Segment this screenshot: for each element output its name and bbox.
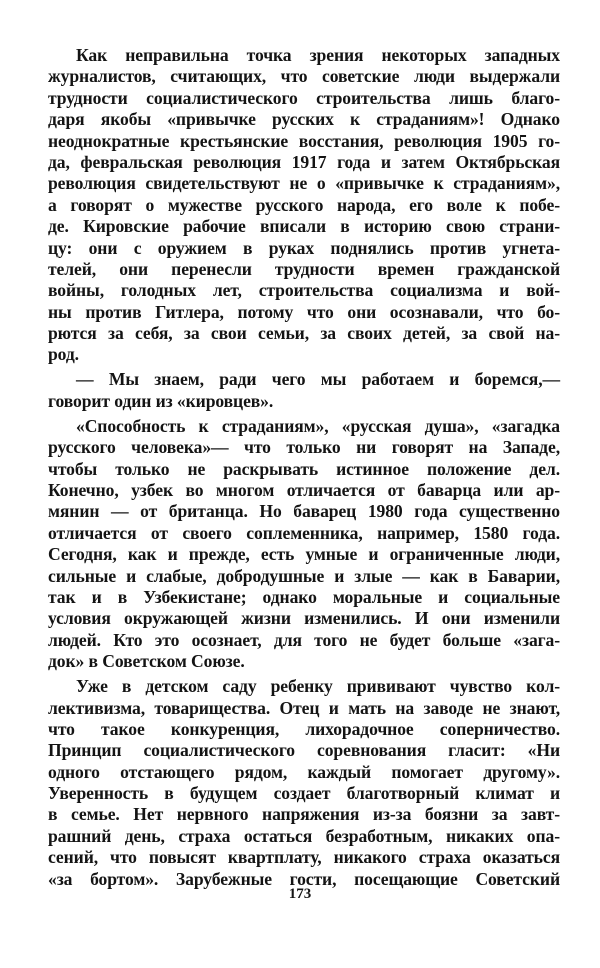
text-line: «за бортом». Зарубежные гости, посещающие Советский: [48, 868, 560, 889]
text-line: чтобы только не раскрывать истинное положение дел.: [48, 458, 560, 479]
text-line: условия окружающей жизни изменились. И они изменили: [48, 608, 560, 629]
text-line: ны против Гитлера, потому что они осознавали, что бо-: [48, 301, 560, 322]
text-line: даря якобы «привычке русских к страданиям»! Однако: [48, 109, 560, 130]
text-line: телей, они перенесли трудности времен гражданской: [48, 258, 560, 279]
text-line: Как неправильна точка зрения некоторых западных: [76, 45, 560, 65]
paragraph: [48, 45, 560, 366]
text-line: род.: [48, 344, 79, 365]
text-line: трудности социалистического строительства лишь благо-: [48, 87, 560, 108]
text-line: что такое конкуренция, лихорадочное соперничество.: [48, 718, 560, 739]
text-line: рашний день, страха остаться безработным, никаких опа-: [48, 825, 560, 846]
text-line: а говорят о мужестве русского народа, его воле к побе-: [48, 194, 560, 215]
text-line: неоднократные крестьянские восстания, революция 1905 го-: [48, 130, 560, 151]
paragraph: [48, 416, 560, 673]
text-line: сений, что повысят квартплату, никакого страха оказаться: [48, 847, 560, 868]
text-line: Принцип социалистического соревнования гласит: «Ни: [48, 740, 560, 761]
text-line: русского человека»— что только ни говорят на Западе,: [48, 437, 560, 458]
text-line: лективизма, товарищества. Отец и мать на заводе не знают,: [48, 697, 560, 718]
text-line: рются за себя, за свои семьи, за своих детей, за свой на-: [48, 323, 560, 344]
text-line: так и в Узбекистане; однако моральные и социальные: [48, 586, 560, 607]
text-line: — Мы знаем, ради чего мы работаем и боремся,—: [76, 369, 560, 390]
body-text: [48, 45, 560, 890]
text-line: цу: они с оружием в руках поднялись против угнета-: [48, 237, 560, 258]
text-line: говорит один из «кировцев».: [48, 390, 274, 411]
text-line: войны, голодных лет, строительства социализма и вой-: [48, 280, 560, 301]
text-line: революция свидетельствуют не о «привычке к страданиям»,: [48, 173, 560, 194]
text-line: «Способность к страданиям», «русская душа», «загадка: [76, 415, 560, 436]
text-line: журналистов, считающих, что советские люди выдержали: [48, 66, 560, 87]
text-line: сильные и слабые, добродушные и злые — как в Баварии,: [48, 565, 560, 586]
text-line: отличается от своего соплеменника, например, 1580 года.: [48, 522, 560, 543]
text-line: да, февральская революция 1917 года и затем Октябрьская: [48, 151, 560, 172]
paragraph: [48, 676, 560, 890]
text-line: Сегодня, как и прежде, есть умные и ограниченные люди,: [48, 544, 560, 565]
text-line: Уже в детском саду ребенку прививают чувство кол-: [76, 676, 560, 697]
text-line: Уверенность в будущем создает благотворный климат и: [48, 783, 560, 804]
paragraph: [48, 369, 560, 412]
text-line: людей. Кто это осознает, для того не будет больше «зага-: [48, 629, 560, 650]
text-line: Конечно, узбек во многом отличается от баварца или ар-: [48, 480, 560, 500]
text-line: де. Кировские рабочие вписали в историю свою страни-: [48, 216, 560, 237]
text-line: док» в Советском Союзе.: [48, 651, 245, 672]
text-line: мянин — от британца. Но баварец 1980 года существенно: [48, 501, 560, 522]
page-number: 173: [288, 886, 312, 902]
text-line: одного отстающего рядом, каждый помогает другому».: [48, 761, 560, 782]
text-line: в семье. Нет нервного напряжения из-за боязни за завт-: [48, 804, 560, 825]
